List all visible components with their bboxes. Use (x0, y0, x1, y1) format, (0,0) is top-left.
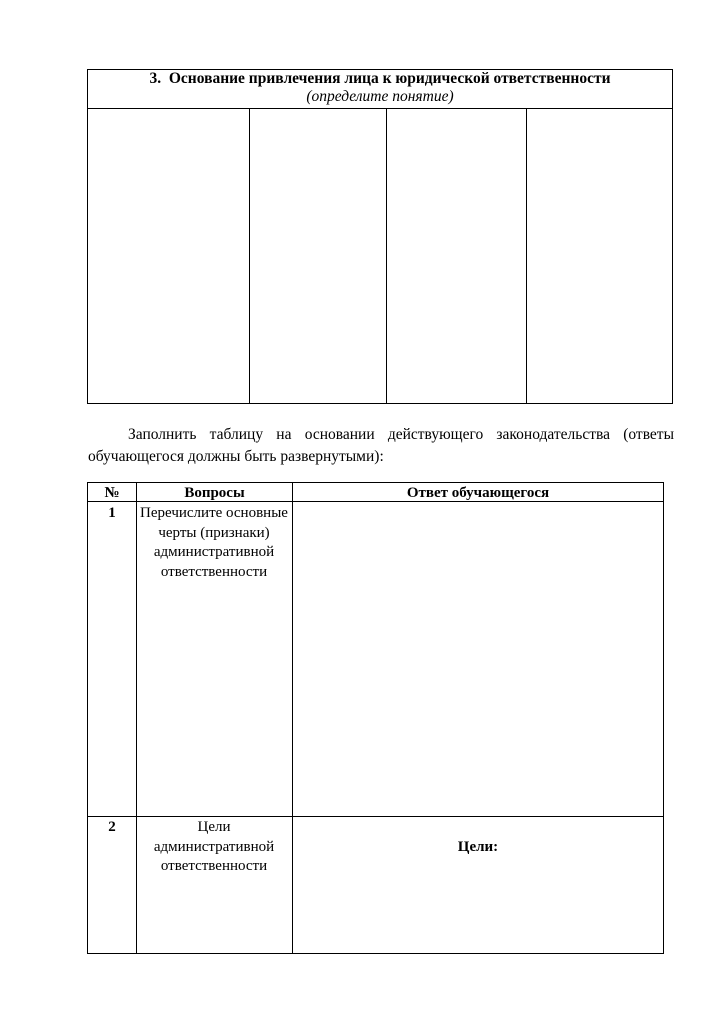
table1-border-bottom (87, 403, 673, 404)
row2-question: Цели административной ответственности (153, 819, 275, 874)
table2-border-right (663, 482, 664, 954)
table2-col-divider (136, 482, 137, 954)
table2-border-bottom (87, 953, 664, 954)
row1-number: 1 (108, 505, 116, 521)
table1-cell[interactable] (527, 109, 672, 403)
row2-number: 2 (108, 819, 116, 835)
row1-question: Перечислите основные черты (признаки) административной ответственности (140, 505, 288, 580)
row2-answer[interactable] (293, 817, 663, 953)
table1-border-right (672, 69, 673, 404)
header-questions: Вопросы (184, 485, 245, 501)
table1-number: 3. (149, 70, 162, 87)
table1-title: Основание привлечения лица к юридической ответственности (168, 70, 611, 87)
table2-border-top (87, 482, 664, 483)
instruction-paragraph: Заполнить таблицу на основании действующего законодательства (ответы обучающегося должны быть развернутыми): (88, 426, 674, 465)
header-answer: Ответ обучающегося (406, 485, 550, 501)
table1-cell[interactable] (250, 109, 386, 403)
table2-border-left (87, 482, 88, 954)
table1-subtitle: (определите понятие) (306, 88, 454, 105)
table1-heading (88, 70, 672, 108)
header-number: № (104, 485, 120, 501)
table1-cell[interactable] (387, 109, 526, 403)
table1-cell[interactable] (88, 109, 249, 403)
row2-answer-goals-label: Цели: (457, 839, 499, 855)
row1-answer[interactable] (293, 502, 663, 816)
